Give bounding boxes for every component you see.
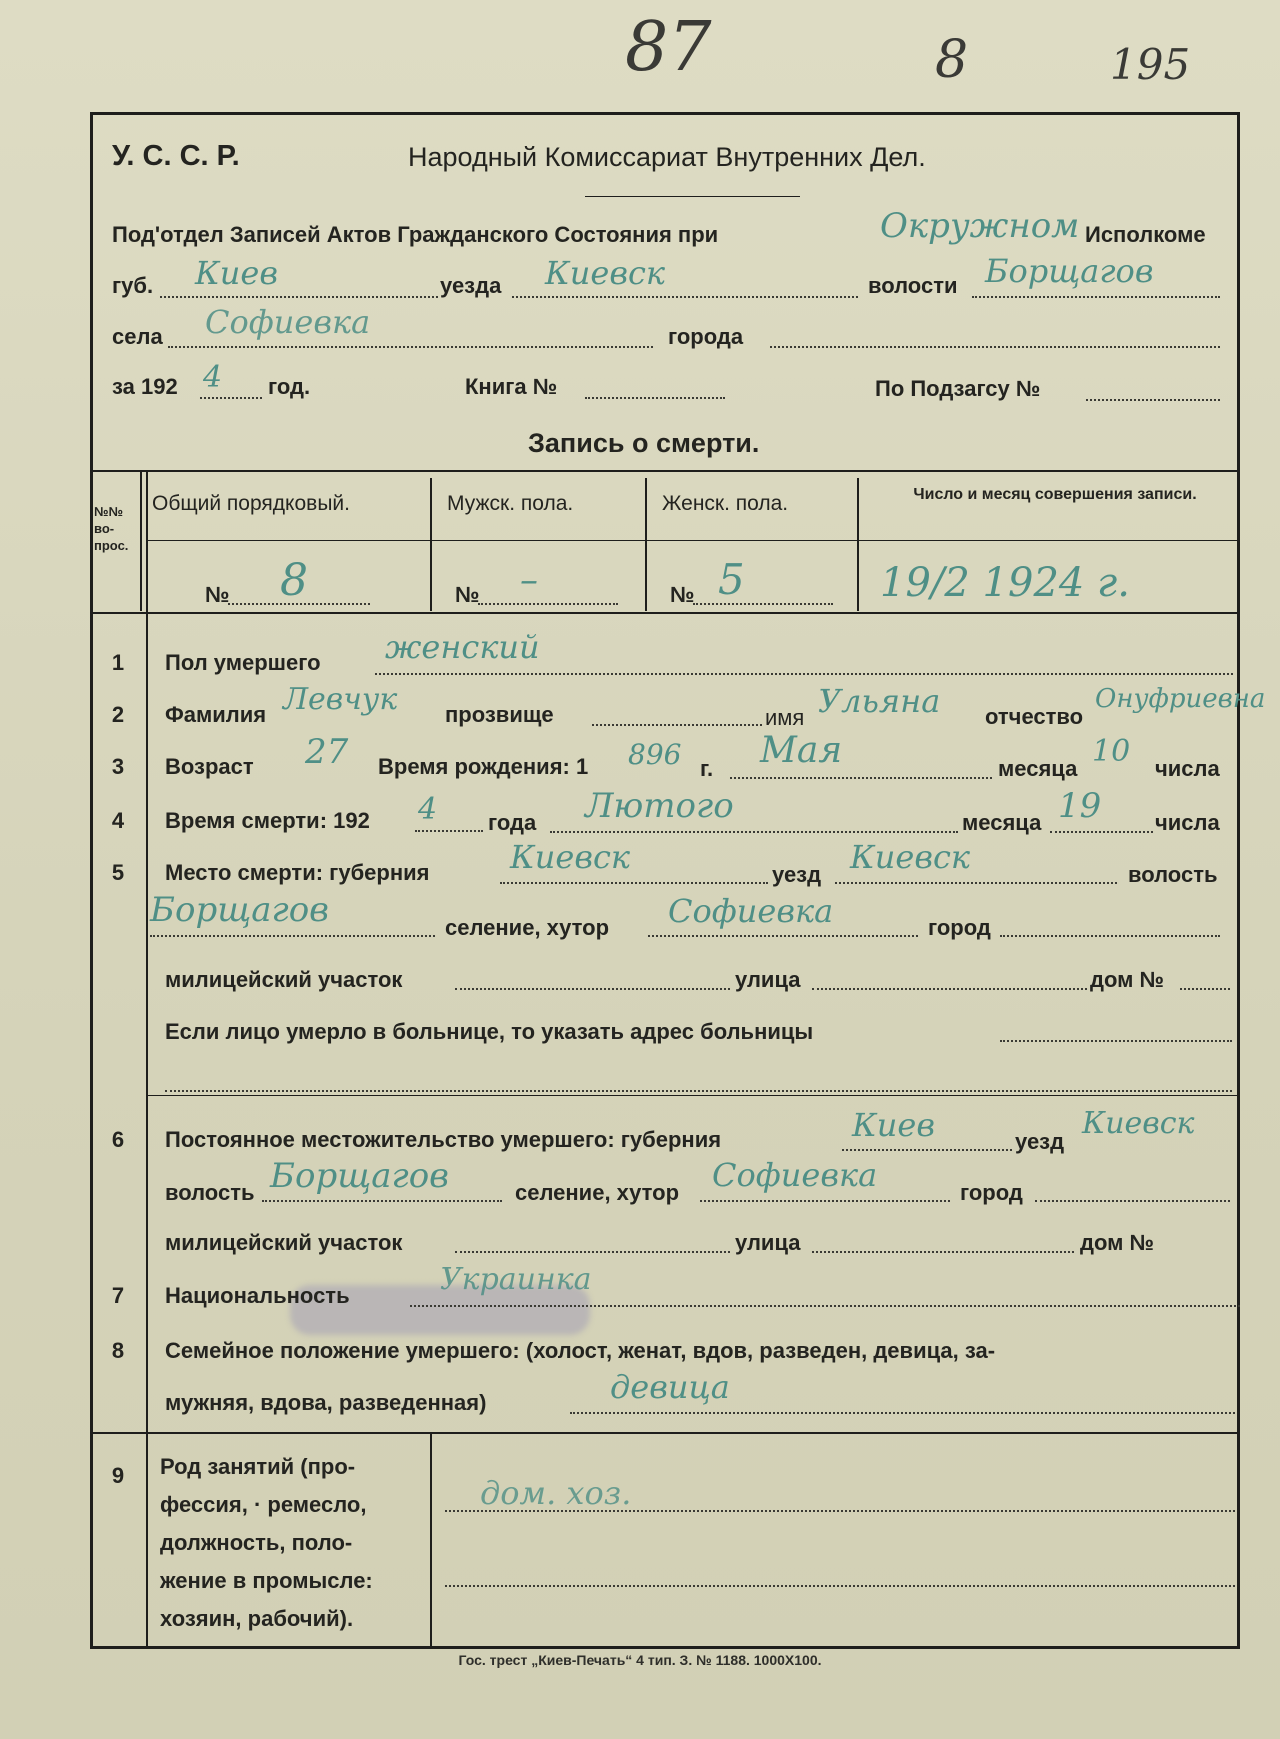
general-column-label: Общий порядковый. xyxy=(152,492,350,515)
q6-number: 6 xyxy=(111,1127,125,1152)
printer-footer: Гос. трест „Киев-Печать“ 4 тип. З. № 1188. 1000Х100. xyxy=(458,1652,822,1668)
q9-label-line: должность, поло- xyxy=(160,1530,353,1555)
q3-birth-year-hand: 896 xyxy=(628,738,682,771)
q9-divider xyxy=(430,1432,432,1647)
uezd-label: уезда xyxy=(440,273,502,298)
q4-day-hand: 19 xyxy=(1058,786,1102,826)
q7-label: Национальность xyxy=(165,1283,350,1308)
q5-bottom-line xyxy=(146,1095,1238,1096)
q3-g-label: г. xyxy=(700,756,714,781)
male-line xyxy=(478,603,618,605)
year-line xyxy=(200,397,262,399)
q5-police-label: милицейский участок xyxy=(165,967,403,992)
q9-label-block xyxy=(160,1448,422,1638)
gub-label: губ. xyxy=(112,273,154,298)
volost-label: волости xyxy=(868,273,958,298)
corner-mark-right: 195 xyxy=(1110,40,1191,89)
subdept-label: Под'отдел Записей Актов Гражданского Состояния при xyxy=(112,222,719,247)
q2-patronymic-label: отчество xyxy=(985,704,1084,729)
q5-uezd-line xyxy=(835,882,1117,884)
q5-volost-line xyxy=(150,935,435,937)
q2-nickname-label: прозвище xyxy=(445,702,554,727)
kniga-label: Книга № xyxy=(465,374,558,399)
uezd-line xyxy=(512,296,858,298)
female-line xyxy=(693,603,833,605)
q9-number: 9 xyxy=(111,1463,125,1488)
q1-line xyxy=(375,673,1233,675)
q6-village-label: селение, хутор xyxy=(515,1180,680,1205)
q3-number: 3 xyxy=(111,754,125,779)
q6-police-label: милицейский участок xyxy=(165,1230,403,1255)
q6-uezd-hand: Киевск xyxy=(1082,1106,1195,1141)
q5-gub-line xyxy=(500,882,768,884)
table-vline-4 xyxy=(645,478,647,611)
table-header-separator xyxy=(146,540,1238,541)
corner-mark-left: 87 xyxy=(625,8,712,87)
q6-street-label: улица xyxy=(735,1230,801,1255)
q5-hospital-line xyxy=(1000,1040,1232,1042)
q6-city-line xyxy=(1035,1200,1230,1202)
sela-hand: Софиевка xyxy=(205,303,371,341)
q3-day-label: числа xyxy=(1155,756,1220,781)
q5-village-hand: Софиевка xyxy=(668,892,834,930)
q3-day-hand: 10 xyxy=(1092,734,1131,769)
q6-gub-hand: Киев xyxy=(852,1106,935,1144)
q5-village-label: селение, хутор xyxy=(445,915,610,940)
q4-label: Время смерти: 192 xyxy=(165,808,370,833)
q6-village-hand: Софиевка xyxy=(712,1156,878,1194)
subdept-suffix: Исполкоме xyxy=(1085,222,1206,247)
q3-birth-label: Время рождения: 1 xyxy=(378,754,589,779)
general-value: 8 xyxy=(280,555,308,606)
year-hand: 4 xyxy=(203,360,223,395)
q1-number: 1 xyxy=(111,650,125,675)
q5-label: Место смерти: губерния xyxy=(165,860,430,885)
sela-line xyxy=(168,346,653,348)
kniga-line xyxy=(585,397,725,399)
gub-line xyxy=(160,296,438,298)
q9-label-line: Род занятий (про- xyxy=(160,1454,356,1479)
q4-number: 4 xyxy=(111,808,125,833)
q7-number: 7 xyxy=(111,1283,125,1308)
podzagsu-line xyxy=(1086,399,1220,401)
q5-volost-hand: Борщагов xyxy=(150,890,329,930)
q5-house-line xyxy=(1180,988,1230,990)
q5-volost-label: волость xyxy=(1128,862,1218,887)
q3-month-label: месяца xyxy=(998,756,1078,781)
subdept-hand: Окружном xyxy=(880,206,1080,246)
q5-city-line xyxy=(1000,935,1220,937)
q2-patronymic-hand: Онуфриевна xyxy=(1095,684,1266,714)
q9-line-1 xyxy=(445,1510,1235,1512)
za-label: за 192 xyxy=(112,374,178,399)
q4-day-label: числа xyxy=(1155,810,1220,835)
q2-nickname-line xyxy=(592,724,762,726)
goroda-label: города xyxy=(668,324,744,349)
q2-surname-hand: Левчук xyxy=(283,682,398,717)
q5-uezd-hand: Киевск xyxy=(850,838,970,876)
q9-label-line: хозяин, рабочий). xyxy=(160,1606,354,1631)
table-head-bottom xyxy=(92,612,1238,614)
corner-mark-middle: 8 xyxy=(935,30,969,90)
female-column-label: Женск. пола. xyxy=(662,492,789,515)
header-ussr: У. С. С. Р. xyxy=(112,140,240,172)
q5-hospital-label: Если лицо умерло в больнице, то указать адрес больницы xyxy=(165,1019,814,1044)
q7-line xyxy=(410,1305,1240,1307)
form-title: Запись о смерти. xyxy=(528,428,760,458)
volost-line xyxy=(972,296,1220,298)
header-underline xyxy=(585,196,800,197)
male-no-prefix: № xyxy=(455,582,480,607)
q9-label-line: жение в промысле: xyxy=(160,1568,373,1593)
table-top-line xyxy=(92,470,1238,472)
table-vline-2 xyxy=(146,470,148,1647)
q5-house-label: дом № xyxy=(1090,967,1165,992)
general-no-prefix: № xyxy=(205,582,230,607)
q5-uezd-label: уезд xyxy=(772,862,822,887)
date-column-label: Число и месяц совершения записи. xyxy=(913,486,1197,503)
q6-volost-hand: Борщагов xyxy=(270,1156,449,1196)
uezd-hand: Киевск xyxy=(545,254,665,292)
female-no-prefix: № xyxy=(670,582,695,607)
q5-village-line xyxy=(648,935,918,937)
q8-line xyxy=(570,1412,1235,1414)
q4-year-hand: 4 xyxy=(418,792,438,827)
q2-number: 2 xyxy=(111,702,125,727)
q3-age-hand: 27 xyxy=(305,732,349,772)
no-column-label: №№ во- прос. xyxy=(94,504,129,553)
q4-month-line xyxy=(550,831,958,833)
table-vline-3 xyxy=(430,478,432,611)
q2-surname-label: Фамилия xyxy=(165,702,267,727)
q6-uezd-label: уезд xyxy=(1015,1129,1065,1154)
q8-label-continued: мужняя, вдова, разведенная) xyxy=(165,1390,487,1415)
header-nkvd: Народный Комиссариат Внутренних Дел. xyxy=(408,142,926,172)
q2-name-hand: Ульяна xyxy=(818,682,941,720)
podzagsu-label: По Подзагсу № xyxy=(875,376,1041,401)
q8-hand: девица xyxy=(610,1368,730,1406)
q7-hand: Украинка xyxy=(440,1262,592,1297)
q4-year-line xyxy=(415,830,483,832)
q2-name-label: имя xyxy=(765,705,805,730)
god-label: год. xyxy=(268,374,311,399)
male-value: – xyxy=(520,560,538,601)
q1-label: Пол умершего xyxy=(165,650,321,675)
goroda-line xyxy=(770,346,1220,348)
q6-volost-line xyxy=(262,1200,502,1202)
q5-hospital-line-2 xyxy=(165,1090,1232,1092)
q6-village-line xyxy=(700,1200,950,1202)
q5-gub-hand: Киевск xyxy=(510,838,630,876)
q3-month-hand: Мая xyxy=(760,730,843,771)
q3-age-label: Возраст xyxy=(165,754,254,779)
female-value: 5 xyxy=(718,555,745,604)
q6-gub-line xyxy=(842,1149,1012,1151)
q5-city-label: город xyxy=(928,915,991,940)
gub-hand: Киев xyxy=(195,254,278,292)
q4-month-label: месяца xyxy=(962,810,1042,835)
q6-house-label: дом № xyxy=(1080,1230,1155,1255)
q5-number: 5 xyxy=(111,860,125,885)
q8-number: 8 xyxy=(111,1338,125,1363)
q5-street-label: улица xyxy=(735,967,801,992)
table-vline-5 xyxy=(857,478,859,611)
date-value: 19/2 1924 г. xyxy=(880,560,1130,606)
q5-street-line xyxy=(812,988,1087,990)
q9-hand: дом. хоз. xyxy=(480,1474,632,1512)
table-vline-1 xyxy=(140,470,142,611)
q4-day-line xyxy=(1050,831,1153,833)
q9-top-line xyxy=(92,1432,1238,1434)
volost-hand: Борщагов xyxy=(985,252,1154,290)
q5-police-line xyxy=(455,988,730,990)
q4-month-hand: Лютого xyxy=(585,786,734,826)
q9-label-line: фессия, · ремесло, xyxy=(160,1492,367,1517)
q6-city-label: город xyxy=(960,1180,1023,1205)
q3-month-line xyxy=(730,777,992,779)
sela-label: села xyxy=(112,324,163,349)
q6-street-line xyxy=(812,1251,1074,1253)
q9-line-2 xyxy=(445,1585,1235,1587)
q6-volost-label: волость xyxy=(165,1180,255,1205)
q6-label: Постоянное местожительство умершего: губерния xyxy=(165,1127,722,1152)
male-column-label: Мужск. пола. xyxy=(447,492,574,515)
q1-hand: женский xyxy=(385,628,540,666)
q4-god-label: года xyxy=(488,810,537,835)
q8-label: Семейное положение умершего: (холост, женат, вдов, разведен, девица, за- xyxy=(165,1338,996,1363)
q6-police-line xyxy=(455,1251,730,1253)
